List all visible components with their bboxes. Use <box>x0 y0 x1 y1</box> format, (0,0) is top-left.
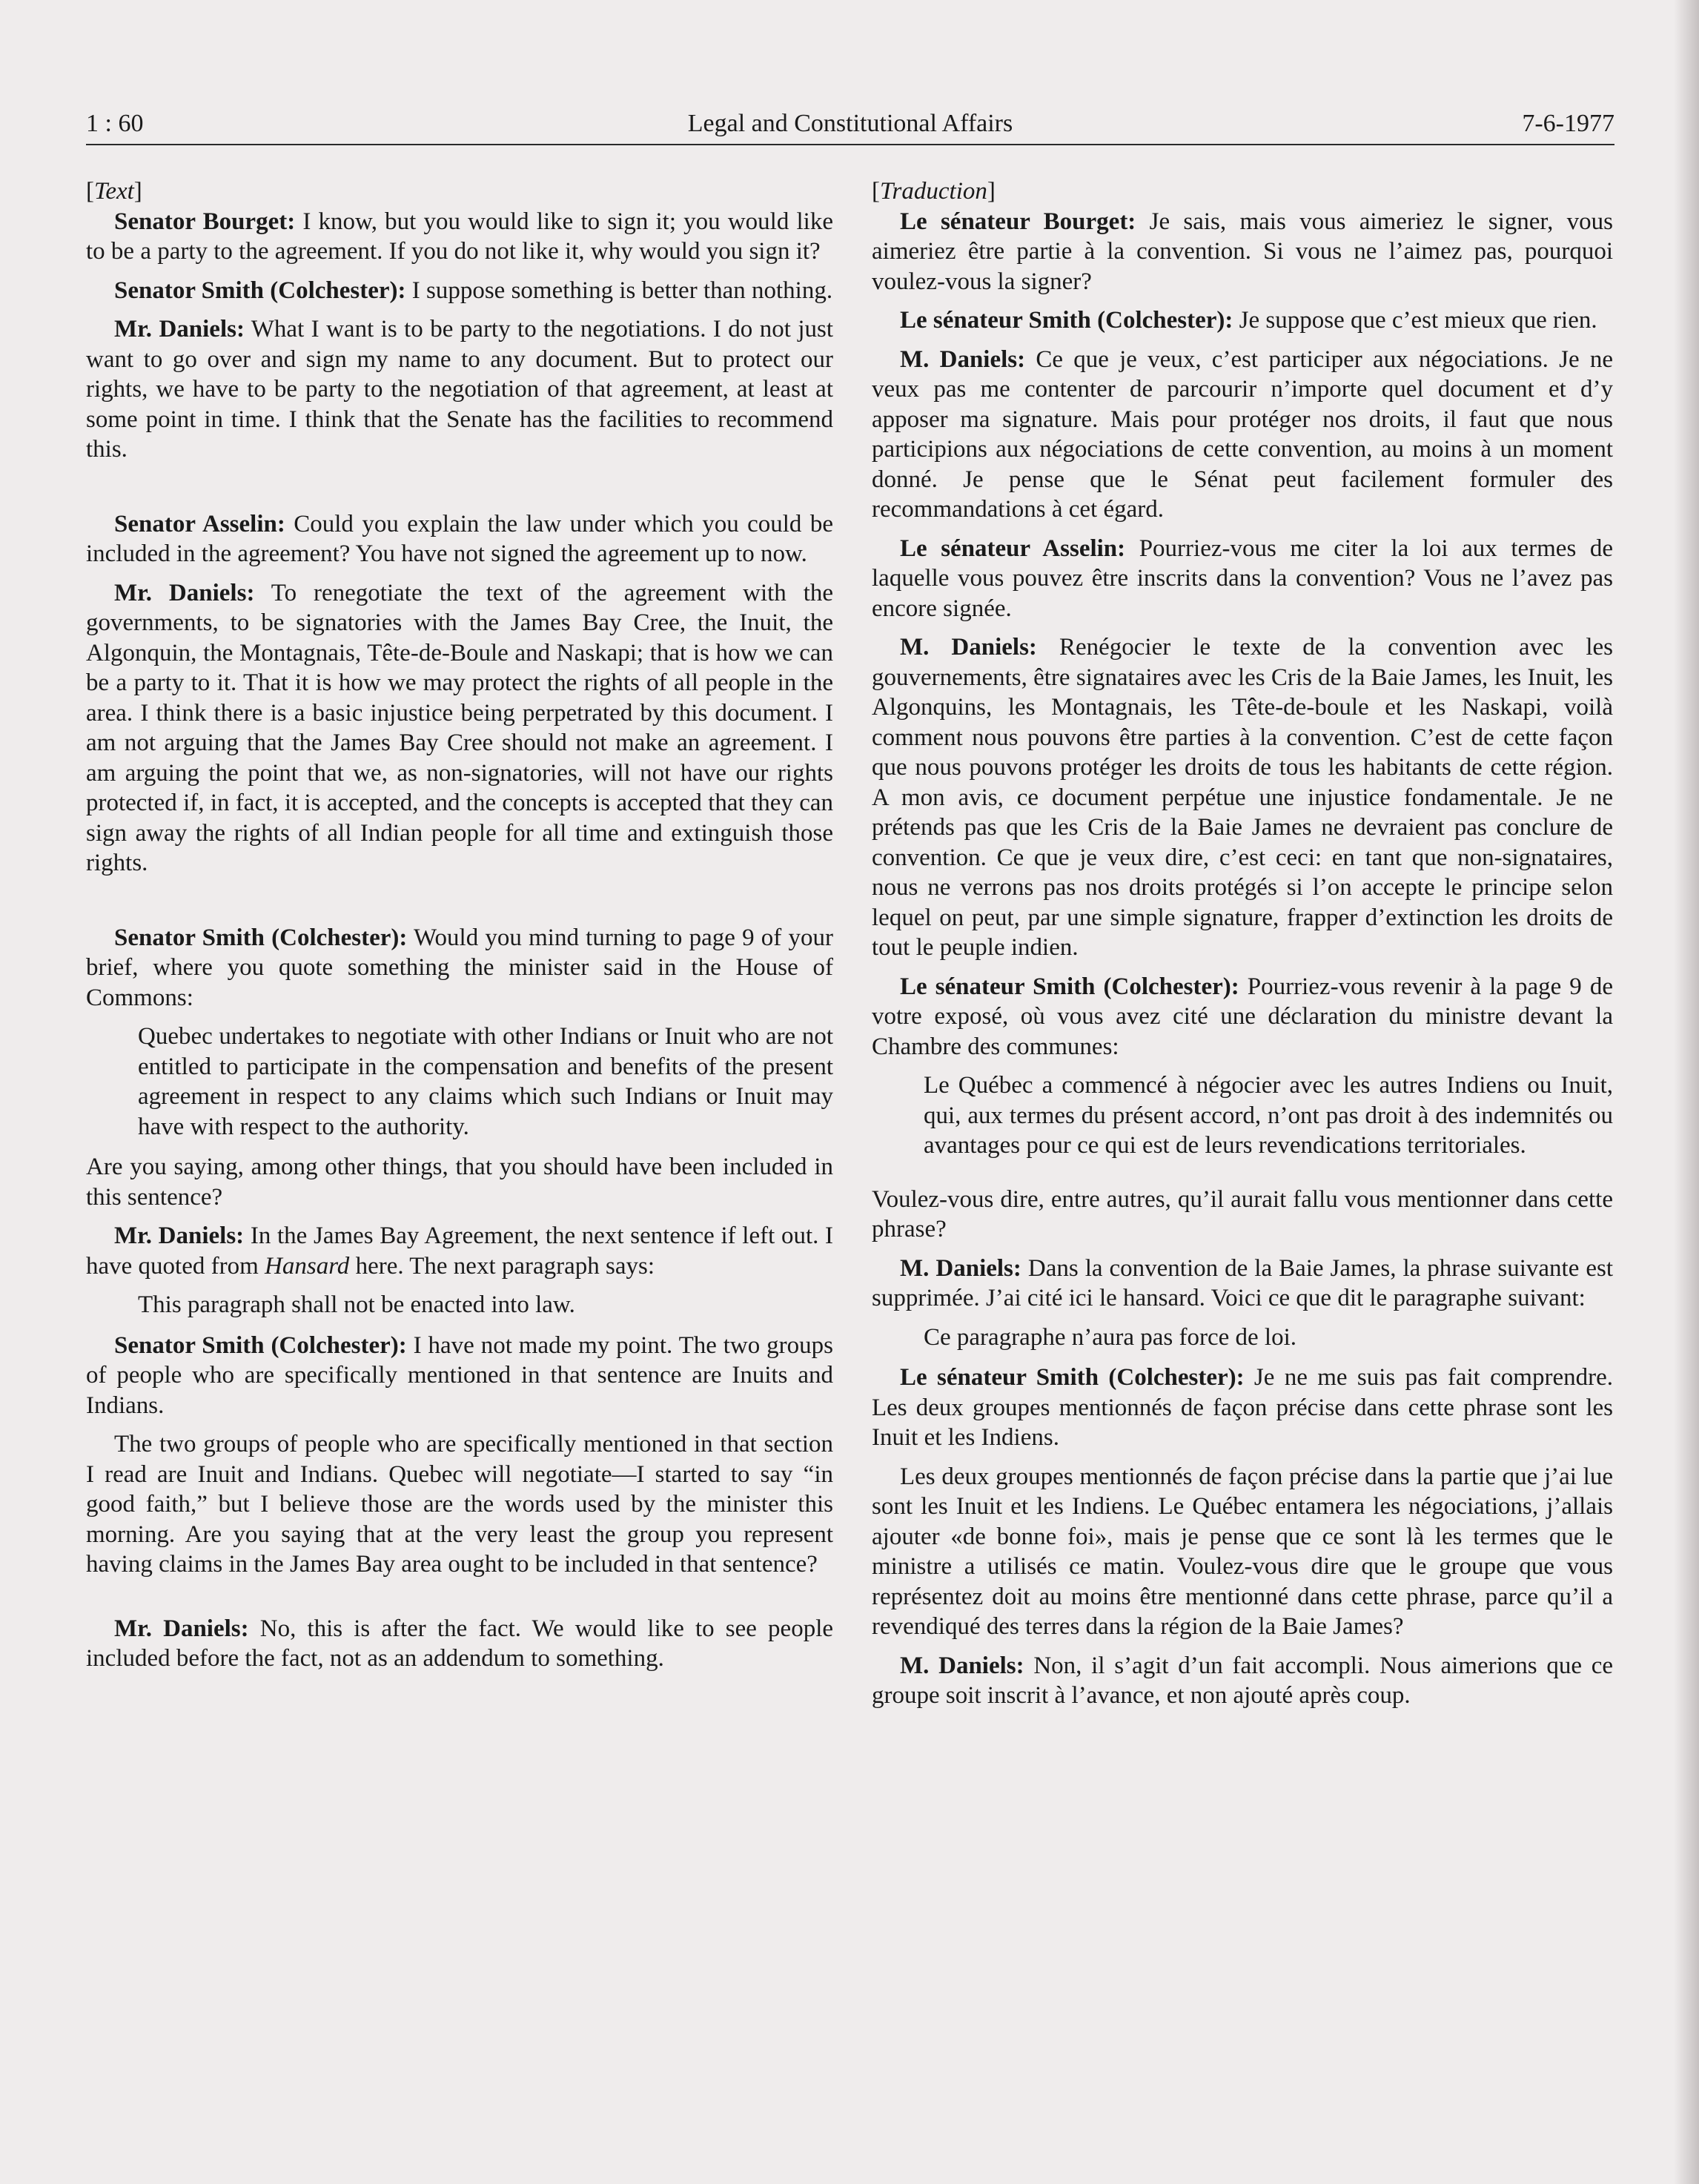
speaker: Senator Smith (Colchester): <box>114 277 406 304</box>
paragraph: The two groups of people who are specifically mentioned in that section I read are Inuit and Indians. Quebec will negotiate—I started to say “in good faith,” but I believe those are the words used by the minister this morning. Are you saying that at the very least the group you represent having claims in the James Bay area ought to be included in that sentence? <box>86 1431 833 1578</box>
page-number: 1 : 60 <box>86 110 144 137</box>
speaker: Mr. Daniels: <box>114 1615 249 1642</box>
paragraph: Senator Asselin: Could you explain the law under which you could be included in the agreement? You have not signed the agreement up to now. <box>86 510 833 567</box>
english-column <box>86 176 833 1683</box>
paragraph: Le sénateur Smith (Colchester): Je suppose que c’est mieux que rien. <box>900 307 1597 334</box>
speaker: Le sénateur Smith (Colchester): <box>900 973 1239 1000</box>
page-edge-shadow <box>1674 0 1699 2184</box>
speaker: Le sénateur Smith (Colchester): <box>900 307 1233 334</box>
paragraph: Mr. Daniels: To renegotiate the text of the agreement with the governments, to be signatories with the James Bay Cree, the Inuit, the Algonquin, the Montagnais, Tête-de-Boule and Naskapi; that is how we can be a party to it. That it is how we may protect the rights of all people in the area. I think there is a basic injustice being perpetrated by this document. I am not arguing that the James Bay Cree should not make an agreement. I am arguing the point that we, as non-signatories, will not have our rights protected if, in fact, it is accepted, and the concepts is accepted that they can sign away the rights of all Indian people for all time and extinguish those rights. <box>86 579 834 876</box>
paragraph: M. Daniels: Renégocier le texte de la convention avec les gouvernements, être signataires avec les Cris de la Baie James, les Inuit, les Algonquins, les Montagnais, les Tête-de-boule et les Naskapi, voilà comment nous pouvons être parties à la convention. C’est de cette façon que nous pouvons protéger les droits de tous les habitants de cette région. A mon avis, ce document perpétue une injustice fondamentale. Je ne prétends pas que les Cris de la Baie James ne devraient pas conclure de convention. Ce que je veux dire, c’est ceci: en tant que non-signataires, nous ne verrons pas nos droits protégés si l’on accepte le principe selon lequel on peut, par une simple signature, frapper d’extinction les droits de tout le peuple indien. <box>872 634 1613 961</box>
paragraph: Senator Bourget: I know, but you would like to sign it; you would like to be a party to the agreement. If you do not like it, why would you sign it? <box>86 208 833 265</box>
column-label-traduction: [Traduction] <box>872 178 996 205</box>
speaker: M. Daniels: <box>900 634 1037 661</box>
paragraph: Are you saying, among other things, that you should have been included in this sentence? <box>86 1154 833 1211</box>
speaker: Mr. Daniels: <box>114 1222 245 1249</box>
paragraph: Senator Smith (Colchester): I have not made my point. The two groups of people who are specifically mentioned in that sentence are Inuits and Indians. <box>86 1331 833 1419</box>
paragraph: Le sénateur Asselin: Pourriez-vous me citer la loi aux termes de laquelle vous pouvez être inscrits dans la convention? Vous ne l’avez pas encore signée. <box>872 535 1613 622</box>
block-quote: Quebec undertakes to negotiate with other Indians or Inuit who are not entitled to participate in the compensation and benefits of the present agreement in respect to any claims which such Indians or Inuit may have with respect to the authority. <box>138 1023 833 1140</box>
speaker: Senator Asselin: <box>114 510 285 537</box>
paragraph: M. Daniels: Ce que je veux, c’est participer aux négociations. Je ne veux pas me contenter de parcourir n’importe quel document et d’y apposer ma signature. Mais pour protéger nos droits, il faut que nous participions aux négociations de cette convention, au moins à un moment donné. Je pense que le Sénat peut facilement formuler des recommandations à cet égard. <box>872 345 1613 523</box>
page-header <box>86 104 1614 145</box>
column-label-text: [Text] <box>86 178 142 205</box>
speaker: Le sénateur Bourget: <box>900 208 1136 235</box>
paragraph: M. Daniels: Dans la convention de la Baie James, la phrase suivante est supprimée. J’ai cité ici le hansard. Voici ce que dit le paragraphe suivant: <box>872 1254 1613 1311</box>
paragraph: Le sénateur Smith (Colchester): Je ne me suis pas fait comprendre. Les deux groupes mentionnés de façon précise dans cette phrase sont les Inuit et les Indiens. <box>872 1364 1613 1451</box>
paragraph: Voulez-vous dire, entre autres, qu’il aurait fallu vous mentionner dans cette phrase? <box>872 1185 1613 1242</box>
block-quote: This paragraph shall not be enacted into law. <box>138 1291 575 1318</box>
block-quote: Le Québec a commencé à négocier avec les autres Indiens ou Inuit, qui, aux termes du présent accord, n’ont pas droit à des indemnités ou avantages pour ce qui est de leurs revendications territoriales. <box>924 1072 1613 1159</box>
hansard-title: Hansard <box>265 1252 350 1280</box>
french-column <box>872 176 1613 1720</box>
paragraph: Mr. Daniels: In the James Bay Agreement, the next sentence if left out. I have quoted from Hansard here. The next paragraph says: <box>86 1222 834 1280</box>
block-quote: Ce paragraphe n’aura pas force de loi. <box>924 1323 1296 1351</box>
paragraph: Senator Smith (Colchester): I suppose something is better than nothing. <box>114 277 833 304</box>
speaker: Mr. Daniels: <box>114 579 255 606</box>
speaker: M. Daniels: <box>900 1652 1024 1679</box>
speaker: Le sénateur Smith (Colchester): <box>900 1364 1245 1391</box>
speaker: Mr. Daniels: <box>114 316 245 343</box>
speaker: Senator Bourget: <box>114 208 296 235</box>
speaker: Le sénateur Asselin: <box>900 535 1126 562</box>
speaker: M. Daniels: <box>900 345 1026 373</box>
paragraph: Mr. Daniels: What I want is to be party to the negotiations. I do not just want to go over and sign my name to any document. But to protect our rights, we have to be party to the negotiation of that agreement, at least at some point in time. I think that the Senate has the facilities to recommend this. <box>86 316 834 463</box>
speaker: M. Daniels: <box>900 1254 1021 1282</box>
paragraph: Le sénateur Bourget: Je sais, mais vous aimeriez le signer, vous aimeriez être partie à la convention. Si vous ne l’aimez pas, pourquoi voulez-vous la signer? <box>872 208 1613 295</box>
running-title: Legal and Constitutional Affairs <box>687 110 1013 137</box>
paragraph: Mr. Daniels: No, this is after the fact. We would like to see people included before the fact, not as an addendum to something. <box>86 1615 834 1672</box>
paragraph: Le sénateur Smith (Colchester): Pourriez-vous revenir à la page 9 de votre exposé, où vous avez cité une déclaration du ministre devant la Chambre des communes: <box>872 973 1613 1060</box>
header-date: 7-6-1977 <box>1522 110 1614 137</box>
speaker: Senator Smith (Colchester): <box>114 924 408 951</box>
paragraph: Senator Smith (Colchester): Would you mind turning to page 9 of your brief, where you quote something the minister said in the House of Commons: <box>86 924 833 1011</box>
speaker: Senator Smith (Colchester): <box>114 1331 407 1359</box>
paragraph: Les deux groupes mentionnés de façon précise dans la partie que j’ai lue sont les Inuit et les Indiens. Le Québec entamera les négociations, j’allais ajouter «de bonne foi», mais je pense que ce sont là les termes que le ministre a utilisés ce matin. Voulez-vous dire que le groupe que vous représentez doit au moins être mentionné dans cette phrase, parce qu’il a revendiqué des terres dans la région de la Baie James? <box>872 1463 1613 1640</box>
paragraph: M. Daniels: Non, il s’agit d’un fait accompli. Nous aimerions que ce groupe soit inscrit à l’avance, et non ajouté après coup. <box>872 1652 1613 1709</box>
